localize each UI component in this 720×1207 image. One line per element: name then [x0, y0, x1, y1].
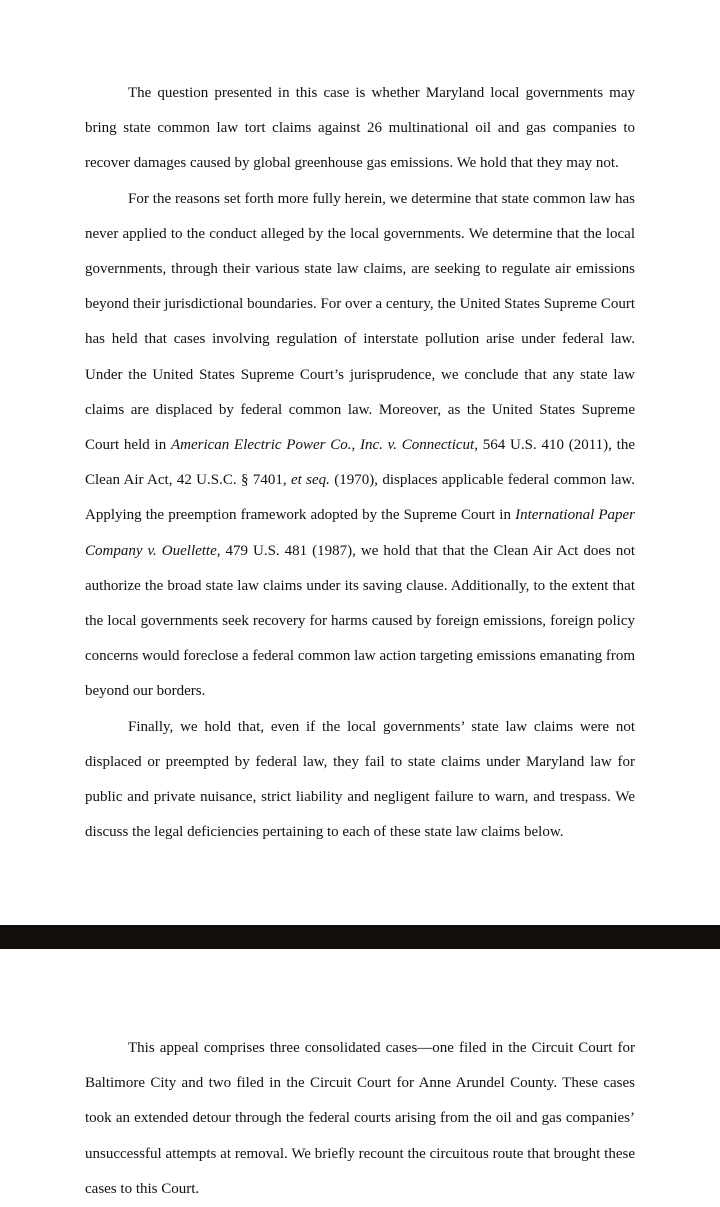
paragraph-text: , 564 U.S. 410 (2011), the Clean Air Act, 42 U.S.C. § 7401,	[85, 437, 635, 489]
paragraph-text: (1970), displaces applicable federal common law. Applying the preemption framework adopted by the Supreme Court in	[85, 472, 635, 524]
paragraph-text: The question presented in this case is whether Maryland local governments may bring state common law tort claims against 26 multinational oil and gas companies to recover damages caused by global greenhouse gas emissions. We hold that they may not.	[85, 85, 635, 172]
paragraph-text: Finally, we hold that, even if the local governments’ state law claims were not displaced or preempted by federal law, they fail to state claims under Maryland law for public and private nuisance, strict liability and negligent failure to warn, and trespass. We discuss the legal deficiencies pertaining to each of these state law claims below.	[85, 718, 635, 841]
paragraph-text: This appeal comprises three consolidated cases—one filed in the Circuit Court for Baltimore City and two filed in the Circuit Court for Anne Arundel County. These cases took an extended detour through the federal courts arising from the oil and gas companies’ unsuccessful attempts at removal. We briefly recount the circuitous route that brought these cases to this Court.	[85, 1040, 635, 1197]
background-section	[85, 1031, 635, 1207]
summary-paragraph-2	[85, 182, 635, 710]
opinion-summary-section	[85, 76, 635, 850]
section-divider-bar	[0, 925, 720, 949]
paragraph-text: For the reasons set forth more fully herein, we determine that state common law has never applied to the conduct alleged by the local governments. We determine that the local governments, through their various state law claims, are seeking to regulate air emissions beyond their jurisdictional boundaries. For over a century, the United States Supreme Court has held that cases involving regulation of interstate pollution arise under federal law. Under the United States Supreme Court’s jurisprudence, we conclude that any state law claims are displaced by federal common law. Moreover, as the United States Supreme Court held in	[85, 190, 635, 454]
case-citation-italic: International Paper Company v. Ouellette	[85, 507, 635, 559]
case-citation-italic: American Electric Power Co., Inc. v. Connecticut	[170, 437, 475, 454]
paragraph-text: , 479 U.S. 481 (1987), we hold that that the Clean Air Act does not authorize the broad state law claims under its saving clause. Additionally, to the extent that the local governments seek recovery for harms caused by foreign emissions, foreign policy concerns would foreclose a federal common law action targeting emissions emanating from beyond our borders.	[85, 542, 636, 700]
summary-paragraph-3	[85, 710, 635, 851]
case-citation-italic: et seq.	[290, 472, 330, 489]
background-paragraph-1	[85, 1031, 635, 1207]
summary-paragraph-1	[85, 76, 635, 182]
